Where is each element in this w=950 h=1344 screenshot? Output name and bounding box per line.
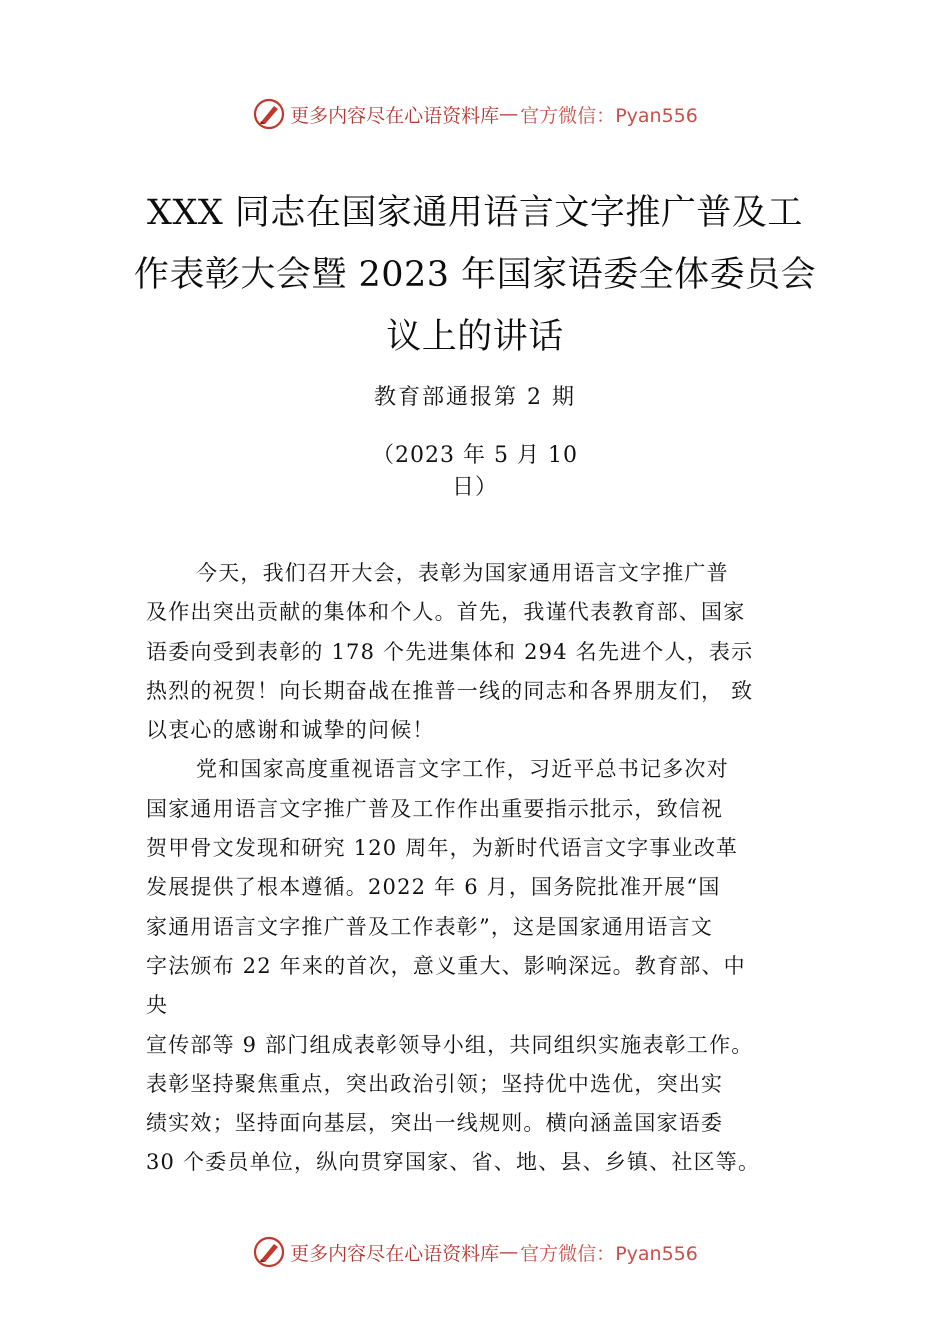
body-line: 绩实效；坚持面向基层，突出一线规则。横向涵盖国家语委 [146,1111,724,1136]
document-body [146,554,826,1183]
body-line: 30 个委员单位，纵向贯穿国家、省、地、县、乡镇、社区等。 [146,1150,761,1175]
body-line: 及作出突出贡献的集体和个人。首先，我谨代表教育部、国家 [146,600,746,625]
document-date [355,440,595,504]
title-line: 作表彰大会暨 2023 年国家语委全体委员会 [133,255,817,295]
body-line: 发展提供了根本遵循。2022 年 6 月，国务院批准开展“国 [146,875,721,900]
footer-banner [0,1232,950,1272]
banner-text: 更多内容尽在心语资料库 [290,104,500,127]
banner-text: 更多内容尽在心语资料库 [290,1242,500,1265]
body-line: 表彰坚持聚焦重点，突出政治引领；坚持优中选优，突出实 [146,1071,724,1096]
body-line: 字法颁布 22 年来的首次，意义重大、影响深远。教育部、中 [146,953,746,978]
body-line: 党和国家高度重视语言文字工作，习近平总书记多次对 [196,757,729,782]
body-line: 央 [146,993,169,1018]
pen-seal-icon [252,97,286,131]
date-line: （2023 年 5 月 10 [372,443,578,468]
banner-wechat [520,101,698,128]
body-line: 今天，我们召开大会，表彰为国家通用语言文字推广普 [196,561,729,585]
banner-dash: — [499,103,519,125]
banner-wechat [520,1239,698,1266]
wechat-id: Pyan556 [615,1242,698,1265]
body-line: 贺甲骨文发现和研究 120 周年，为新时代语言文字事业改革 [146,836,739,861]
banner-dash: — [499,1241,519,1263]
pen-seal-icon [252,1235,286,1269]
body-line: 国家通用语言文字推广普及工作作出重要指示批示，致信祝 [146,796,724,821]
title-line: XXX 同志在国家通用语言文字推广普及工 [147,193,803,233]
wechat-label: 官方微信： [520,104,616,127]
document-subtitle: 教育部通报第 2 期 [374,385,576,410]
date-line: 日） [451,475,498,500]
title-line: 议上的讲话 [386,317,564,357]
paragraph-2 [146,750,826,1182]
body-line: 以衷心的感谢和诚挚的问候！ [146,718,435,743]
body-line: 宣传部等 9 部门组成表彰领导小组，共同组织实施表彰工作。 [146,1032,754,1057]
paragraph-1 [146,554,826,750]
wechat-id: Pyan556 [615,104,698,127]
body-line: 语委向受到表彰的 178 个先进集体和 294 名先进个人，表示 [146,639,754,664]
header-banner [0,94,950,134]
document-title [120,182,830,368]
wechat-label: 官方微信： [520,1242,616,1265]
body-line: 热烈的祝贺！向长期奋战在推普一线的同志和各界朋友们， 致 [146,678,754,703]
body-line: 家通用语言文字推广普及工作表彰”，这是国家通用语言文 [146,914,713,939]
